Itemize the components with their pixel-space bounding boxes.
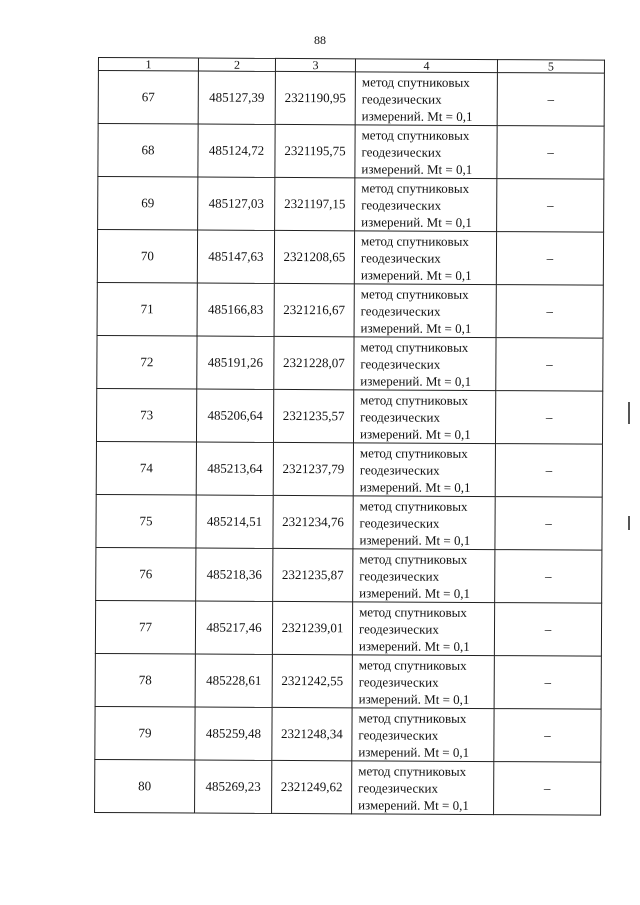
method-line: метод спутниковых (359, 444, 468, 461)
point-number-cell: 77 (95, 600, 195, 654)
point-number-cell: 80 (95, 759, 195, 813)
table-row (96, 441, 602, 497)
point-number-cell: 73 (96, 388, 196, 442)
method-line: метод спутниковых (359, 550, 468, 567)
note-cell: – (494, 762, 601, 816)
x-coordinate-cell: 485218,36 (196, 548, 273, 601)
method-cell (352, 761, 494, 815)
point-number-cell: 74 (96, 441, 196, 495)
header-cell-3: 3 (275, 58, 355, 71)
method-line: измерений. Mt = 0,1 (358, 637, 470, 654)
method-line: геодезических (361, 196, 442, 213)
x-coordinate-cell: 485214,51 (196, 495, 273, 548)
method-line: геодезических (361, 90, 442, 107)
point-number-cell: 68 (98, 124, 198, 178)
method-line: метод спутниковых (361, 179, 470, 196)
method-line: метод спутниковых (360, 338, 469, 355)
note-cell: – (497, 73, 604, 127)
point-number-cell: 79 (95, 706, 195, 760)
method-line: геодезических (360, 408, 441, 425)
table-row (96, 388, 602, 444)
y-coordinate-cell: 2321195,75 (275, 124, 355, 177)
header-cell-2: 2 (198, 58, 275, 71)
page-number: 88 (314, 33, 326, 47)
note-cell: – (494, 603, 601, 657)
note-cell: – (494, 709, 601, 763)
y-coordinate-cell: 2321190,95 (275, 71, 355, 124)
header-cell-5: 5 (497, 60, 604, 74)
point-number-cell: 70 (97, 230, 197, 284)
point-number-cell: 71 (97, 282, 197, 336)
coordinates-table-wrapper (94, 57, 605, 816)
note-cell: – (496, 285, 603, 339)
method-line: геодезических (359, 461, 440, 478)
method-line: измерений. Mt = 0,1 (359, 531, 471, 548)
table-row (97, 230, 603, 286)
x-coordinate-cell: 485127,03 (198, 177, 275, 230)
table-row (95, 706, 601, 762)
method-cell (353, 549, 495, 603)
method-cell (355, 125, 497, 179)
method-cell (352, 655, 494, 709)
y-coordinate-cell: 2321249,62 (272, 760, 352, 813)
x-coordinate-cell: 485191,26 (197, 336, 274, 389)
method-line: метод спутниковых (358, 709, 467, 726)
x-coordinate-cell: 485228,61 (195, 654, 272, 707)
method-line: измерений. Mt = 0,1 (358, 796, 469, 813)
table-row (97, 282, 603, 338)
x-coordinate-cell: 485166,83 (197, 283, 274, 336)
method-cell (353, 443, 495, 497)
coordinates-table (94, 57, 605, 816)
scan-artifact (628, 402, 630, 424)
method-cell (354, 284, 496, 338)
method-line: измерений. Mt = 0,1 (359, 584, 471, 601)
y-coordinate-cell: 2321234,76 (273, 495, 353, 548)
method-cell (354, 337, 496, 391)
method-line: метод спутниковых (359, 603, 467, 620)
method-line: геодезических (360, 355, 441, 372)
method-line: метод спутниковых (358, 762, 467, 779)
header-cell-1: 1 (98, 58, 198, 72)
note-cell: – (494, 656, 601, 710)
method-line: геодезических (360, 249, 441, 266)
method-cell (353, 390, 495, 444)
note-cell: – (497, 179, 604, 233)
method-cell (352, 708, 494, 762)
note-cell: – (495, 444, 602, 498)
x-coordinate-cell: 485124,72 (198, 124, 275, 177)
method-line: измерений. Mt = 0,1 (360, 372, 472, 389)
method-line: метод спутниковых (360, 285, 469, 302)
method-line: геодезических (359, 567, 440, 584)
method-line: измерений. Mt = 0,1 (359, 478, 471, 495)
method-line: геодезических (358, 673, 439, 690)
method-line: метод спутниковых (360, 391, 469, 408)
method-line: метод спутниковых (361, 73, 470, 90)
method-line: геодезических (360, 302, 441, 319)
method-cell (355, 178, 497, 232)
table-row (96, 547, 602, 603)
method-line: измерений. Mt = 0,1 (361, 213, 472, 230)
method-cell (352, 602, 494, 656)
method-line: метод спутниковых (361, 232, 469, 249)
table-row (97, 335, 603, 391)
point-number-cell: 78 (95, 653, 195, 707)
x-coordinate-cell: 485127,39 (198, 71, 275, 124)
method-line: геодезических (358, 620, 439, 637)
table-row (98, 177, 604, 233)
method-line: геодезических (358, 779, 439, 796)
y-coordinate-cell: 2321235,57 (273, 389, 353, 442)
table-row (95, 759, 601, 815)
x-coordinate-cell: 485217,46 (195, 601, 272, 654)
y-coordinate-cell: 2321228,07 (274, 336, 354, 389)
y-coordinate-cell: 2321242,55 (272, 654, 352, 707)
y-coordinate-cell: 2321237,79 (273, 442, 353, 495)
table-row (95, 653, 601, 709)
x-coordinate-cell: 485213,64 (196, 442, 273, 495)
y-coordinate-cell: 2321235,87 (273, 548, 353, 601)
table-body (95, 58, 605, 816)
method-cell (354, 231, 496, 285)
note-cell: – (496, 338, 603, 392)
point-number-cell: 75 (96, 494, 196, 548)
table-row (98, 71, 604, 127)
x-coordinate-cell: 485269,23 (195, 760, 272, 813)
table-row (96, 494, 602, 550)
y-coordinate-cell: 2321248,34 (272, 707, 352, 760)
x-coordinate-cell: 485147,63 (197, 230, 274, 283)
note-cell: – (495, 391, 602, 445)
x-coordinate-cell: 485206,64 (196, 389, 273, 442)
point-number-cell: 72 (97, 335, 197, 389)
method-line: измерений. Mt = 0,1 (359, 425, 471, 442)
method-line: метод спутниковых (358, 656, 467, 673)
method-line: геодезических (359, 514, 440, 531)
method-line: измерений. Mt = 0,1 (360, 266, 472, 283)
point-number-cell: 76 (96, 547, 196, 601)
method-line: измерений. Mt = 0,1 (358, 690, 470, 707)
method-line: измерений. Mt = 0,1 (361, 107, 473, 124)
method-line: метод спутниковых (361, 126, 470, 143)
method-line: геодезических (361, 143, 442, 160)
note-cell: – (495, 497, 602, 551)
table-row (95, 600, 601, 656)
y-coordinate-cell: 2321239,01 (272, 601, 352, 654)
note-cell: – (495, 550, 602, 604)
method-line: измерений. Mt = 0,1 (361, 160, 473, 177)
y-coordinate-cell: 2321216,67 (274, 283, 354, 336)
point-number-cell: 67 (98, 71, 198, 125)
header-cell-4: 4 (355, 59, 497, 73)
method-line: геодезических (358, 726, 439, 743)
y-coordinate-cell: 2321208,65 (274, 230, 354, 283)
table-row (98, 124, 604, 180)
method-line: измерений. Mt = 0,1 (358, 743, 470, 760)
y-coordinate-cell: 2321197,15 (275, 177, 355, 230)
method-line: метод спутниковых (359, 497, 468, 514)
method-line: измерений. Mt = 0,1 (360, 319, 472, 336)
note-cell: – (497, 126, 604, 180)
scan-artifact (628, 516, 630, 530)
note-cell: – (496, 232, 603, 286)
method-cell (355, 72, 497, 126)
point-number-cell: 69 (98, 177, 198, 231)
method-cell (353, 496, 495, 550)
x-coordinate-cell: 485259,48 (195, 707, 272, 760)
